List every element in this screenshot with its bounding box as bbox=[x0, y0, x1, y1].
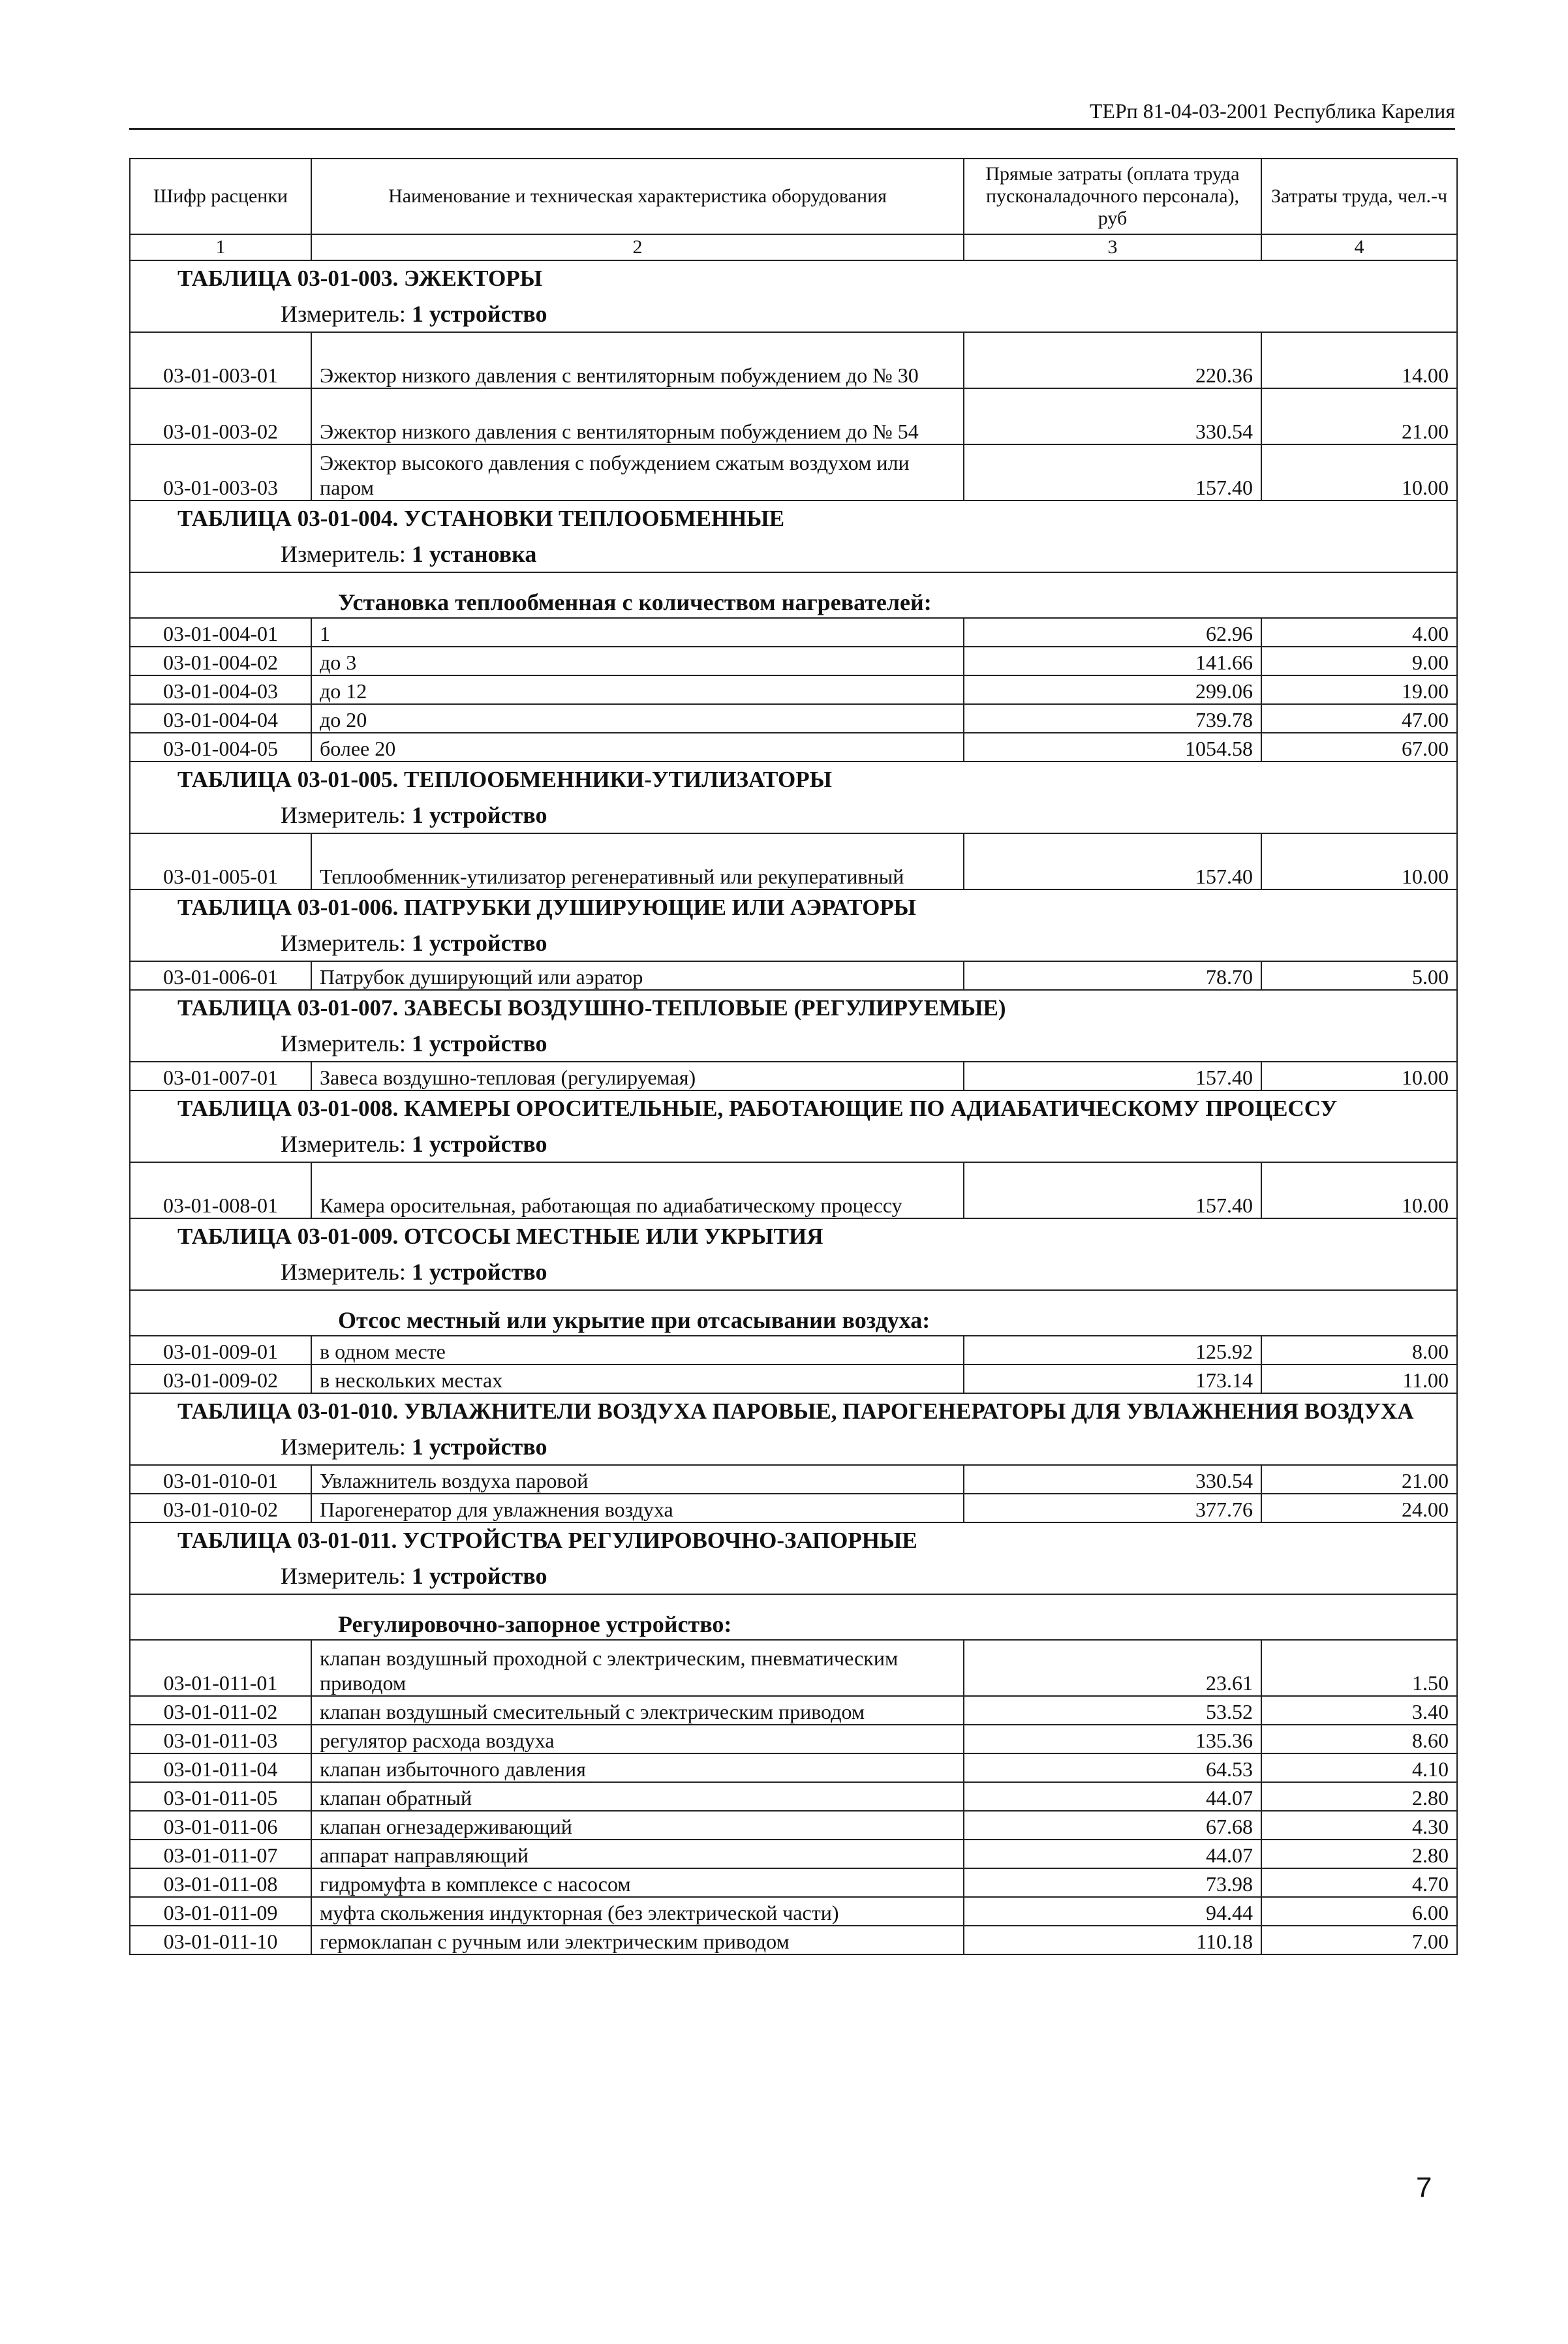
rate-code: 03-01-011-08 bbox=[130, 1868, 311, 1897]
measure-cell bbox=[130, 296, 1457, 332]
equipment-name: Эжектор низкого давления с вентиляторным побуждением до № 54 bbox=[311, 388, 964, 444]
direct-costs: 62.96 bbox=[964, 618, 1261, 647]
labor-costs: 8.60 bbox=[1261, 1725, 1457, 1753]
col-number: 3 bbox=[964, 234, 1261, 260]
group-row bbox=[130, 1290, 1457, 1336]
table-row bbox=[130, 332, 1457, 388]
section-row bbox=[130, 1393, 1457, 1429]
section-title: ТАБЛИЦА 03-01-010. УВЛАЖНИТЕЛИ ВОЗДУХА ПАРОВЫЕ, ПАРОГЕНЕРАТОРЫ ДЛЯ УВЛАЖНЕНИЯ ВОЗДУХА bbox=[130, 1393, 1457, 1429]
equipment-name: муфта скольжения индукторная (без электрической части) bbox=[311, 1897, 964, 1926]
equipment-name: гидромуфта в комплексе с насосом bbox=[311, 1868, 964, 1897]
measure-row bbox=[130, 536, 1457, 572]
table-row bbox=[130, 1811, 1457, 1840]
labor-costs: 7.00 bbox=[1261, 1926, 1457, 1954]
measure-cell bbox=[130, 536, 1457, 572]
rate-code: 03-01-005-01 bbox=[130, 833, 311, 889]
labor-costs: 2.80 bbox=[1261, 1840, 1457, 1868]
rate-code: 03-01-004-03 bbox=[130, 675, 311, 704]
direct-costs: 220.36 bbox=[964, 332, 1261, 388]
section-row bbox=[130, 1218, 1457, 1254]
direct-costs: 125.92 bbox=[964, 1336, 1261, 1365]
section-title: ТАБЛИЦА 03-01-008. КАМЕРЫ ОРОСИТЕЛЬНЫЕ, РАБОТАЮЩИЕ ПО АДИАБАТИЧЕСКОМУ ПРОЦЕССУ bbox=[130, 1090, 1457, 1126]
direct-costs: 44.07 bbox=[964, 1782, 1261, 1811]
section-title: ТАБЛИЦА 03-01-005. ТЕПЛООБМЕННИКИ-УТИЛИЗАТОРЫ bbox=[130, 762, 1457, 797]
measure-label: Измеритель: bbox=[281, 1030, 412, 1056]
rate-code: 03-01-011-05 bbox=[130, 1782, 311, 1811]
col-header-labor: Затраты труда, чел.-ч bbox=[1261, 159, 1457, 234]
equipment-name: Теплообменник-утилизатор регенеративный или рекуперативный bbox=[311, 833, 964, 889]
equipment-name: Завеса воздушно-тепловая (регулируемая) bbox=[311, 1062, 964, 1090]
equipment-name: клапан избыточного давления bbox=[311, 1753, 964, 1782]
direct-costs: 299.06 bbox=[964, 675, 1261, 704]
direct-costs: 157.40 bbox=[964, 833, 1261, 889]
labor-costs: 2.80 bbox=[1261, 1782, 1457, 1811]
measure-cell bbox=[130, 925, 1457, 961]
measure-label: Измеритель: bbox=[281, 541, 412, 567]
rate-code: 03-01-003-03 bbox=[130, 444, 311, 501]
labor-costs: 1.50 bbox=[1261, 1640, 1457, 1696]
table-row bbox=[130, 704, 1457, 733]
measure-unit: 1 устройство bbox=[411, 1030, 547, 1056]
rate-code: 03-01-006-01 bbox=[130, 961, 311, 990]
col-header-direct-costs: Прямые затраты (оплата труда пусконаладочного персонала), руб bbox=[964, 159, 1261, 234]
direct-costs: 739.78 bbox=[964, 704, 1261, 733]
table-row bbox=[130, 1640, 1457, 1696]
equipment-name: до 20 bbox=[311, 704, 964, 733]
labor-costs: 3.40 bbox=[1261, 1696, 1457, 1725]
labor-costs: 11.00 bbox=[1261, 1365, 1457, 1393]
measure-label: Измеритель: bbox=[281, 1259, 412, 1285]
measure-cell bbox=[130, 1558, 1457, 1594]
measure-unit: 1 устройство bbox=[411, 1434, 547, 1460]
direct-costs: 67.68 bbox=[964, 1811, 1261, 1840]
equipment-name: гермоклапан с ручным или электрическим приводом bbox=[311, 1926, 964, 1954]
measure-unit: 1 устройство bbox=[411, 930, 547, 956]
equipment-name: Парогенератор для увлажнения воздуха bbox=[311, 1494, 964, 1522]
col-header-code: Шифр расценки bbox=[130, 159, 311, 234]
group-title: Регулировочно-запорное устройство: bbox=[130, 1594, 1457, 1640]
section-row bbox=[130, 260, 1457, 296]
rate-code: 03-01-010-02 bbox=[130, 1494, 311, 1522]
table-row bbox=[130, 1897, 1457, 1926]
measure-label: Измеритель: bbox=[281, 1131, 412, 1157]
equipment-name: регулятор расхода воздуха bbox=[311, 1725, 964, 1753]
table-body bbox=[130, 260, 1457, 1954]
rate-code: 03-01-003-01 bbox=[130, 332, 311, 388]
table-row bbox=[130, 1868, 1457, 1897]
equipment-name: Патрубок душирующий или аэратор bbox=[311, 961, 964, 990]
measure-unit: 1 устройство bbox=[411, 1259, 547, 1285]
col-number: 2 bbox=[311, 234, 964, 260]
section-title: ТАБЛИЦА 03-01-009. ОТСОСЫ МЕСТНЫЕ ИЛИ УКРЫТИЯ bbox=[130, 1218, 1457, 1254]
direct-costs: 157.40 bbox=[964, 1062, 1261, 1090]
measure-row bbox=[130, 1026, 1457, 1062]
rate-code: 03-01-009-02 bbox=[130, 1365, 311, 1393]
direct-costs: 64.53 bbox=[964, 1753, 1261, 1782]
labor-costs: 10.00 bbox=[1261, 1062, 1457, 1090]
equipment-name: до 12 bbox=[311, 675, 964, 704]
direct-costs: 78.70 bbox=[964, 961, 1261, 990]
labor-costs: 4.70 bbox=[1261, 1868, 1457, 1897]
direct-costs: 135.36 bbox=[964, 1725, 1261, 1753]
equipment-name: клапан огнезадерживающий bbox=[311, 1811, 964, 1840]
section-row bbox=[130, 1522, 1457, 1558]
labor-costs: 5.00 bbox=[1261, 961, 1457, 990]
labor-costs: 21.00 bbox=[1261, 388, 1457, 444]
section-row bbox=[130, 1090, 1457, 1126]
table-row bbox=[130, 1494, 1457, 1522]
measure-label: Измеритель: bbox=[281, 1563, 412, 1589]
table-row bbox=[130, 1365, 1457, 1393]
equipment-name: в нескольких местах bbox=[311, 1365, 964, 1393]
direct-costs: 157.40 bbox=[964, 1162, 1261, 1218]
table-row bbox=[130, 833, 1457, 889]
rate-code: 03-01-008-01 bbox=[130, 1162, 311, 1218]
rate-code: 03-01-011-06 bbox=[130, 1811, 311, 1840]
measure-cell bbox=[130, 1429, 1457, 1465]
labor-costs: 8.00 bbox=[1261, 1336, 1457, 1365]
section-title: ТАБЛИЦА 03-01-004. УСТАНОВКИ ТЕПЛООБМЕННЫЕ bbox=[130, 501, 1457, 536]
table-row bbox=[130, 1062, 1457, 1090]
section-row bbox=[130, 762, 1457, 797]
rate-code: 03-01-011-07 bbox=[130, 1840, 311, 1868]
table-row bbox=[130, 1753, 1457, 1782]
measure-label: Измеритель: bbox=[281, 802, 412, 828]
measure-cell bbox=[130, 1126, 1457, 1162]
table-row bbox=[130, 1782, 1457, 1811]
direct-costs: 94.44 bbox=[964, 1897, 1261, 1926]
measure-label: Измеритель: bbox=[281, 1434, 412, 1460]
rate-code: 03-01-011-02 bbox=[130, 1696, 311, 1725]
labor-costs: 10.00 bbox=[1261, 1162, 1457, 1218]
table-row bbox=[130, 1725, 1457, 1753]
labor-costs: 67.00 bbox=[1261, 733, 1457, 762]
direct-costs: 377.76 bbox=[964, 1494, 1261, 1522]
rate-code: 03-01-004-01 bbox=[130, 618, 311, 647]
table-row bbox=[130, 1926, 1457, 1954]
rate-code: 03-01-004-02 bbox=[130, 647, 311, 675]
rate-code: 03-01-010-01 bbox=[130, 1465, 311, 1494]
col-header-name: Наименование и техническая характеристика оборудования bbox=[311, 159, 964, 234]
rate-code: 03-01-011-04 bbox=[130, 1753, 311, 1782]
col-number: 1 bbox=[130, 234, 311, 260]
section-row bbox=[130, 501, 1457, 536]
table-row bbox=[130, 675, 1457, 704]
table-row bbox=[130, 444, 1457, 501]
direct-costs: 173.14 bbox=[964, 1365, 1261, 1393]
equipment-name: Эжектор высокого давления с побуждением сжатым воздухом или паром bbox=[311, 444, 964, 501]
section-title: ТАБЛИЦА 03-01-003. ЭЖЕКТОРЫ bbox=[130, 260, 1457, 296]
direct-costs: 110.18 bbox=[964, 1926, 1261, 1954]
direct-costs: 330.54 bbox=[964, 1465, 1261, 1494]
table-row bbox=[130, 1696, 1457, 1725]
group-title: Отсос местный или укрытие при отсасывании воздуха: bbox=[130, 1290, 1457, 1336]
table-row bbox=[130, 1162, 1457, 1218]
labor-costs: 24.00 bbox=[1261, 1494, 1457, 1522]
measure-cell bbox=[130, 797, 1457, 833]
section-title: ТАБЛИЦА 03-01-007. ЗАВЕСЫ ВОЗДУШНО-ТЕПЛОВЫЕ (РЕГУЛИРУЕМЫЕ) bbox=[130, 990, 1457, 1026]
table-row bbox=[130, 647, 1457, 675]
measure-row bbox=[130, 1254, 1457, 1290]
direct-costs: 44.07 bbox=[964, 1840, 1261, 1868]
section-title: ТАБЛИЦА 03-01-011. УСТРОЙСТВА РЕГУЛИРОВОЧНО-ЗАПОРНЫЕ bbox=[130, 1522, 1457, 1558]
equipment-name: Эжектор низкого давления с вентиляторным побуждением до № 30 bbox=[311, 332, 964, 388]
measure-row bbox=[130, 925, 1457, 961]
rate-code: 03-01-004-05 bbox=[130, 733, 311, 762]
table-row bbox=[130, 388, 1457, 444]
table-row bbox=[130, 1336, 1457, 1365]
measure-unit: 1 устройство bbox=[411, 1131, 547, 1157]
labor-costs: 21.00 bbox=[1261, 1465, 1457, 1494]
table-row bbox=[130, 1465, 1457, 1494]
equipment-name: Камера оросительная, работающая по адиабатическому процессу bbox=[311, 1162, 964, 1218]
equipment-name: клапан воздушный смесительный с электрическим приводом bbox=[311, 1696, 964, 1725]
labor-costs: 4.00 bbox=[1261, 618, 1457, 647]
table-row bbox=[130, 961, 1457, 990]
page-number: 7 bbox=[1416, 2172, 1432, 2204]
page-header: ТЕРп 81-04-03-2001 Республика Карелия bbox=[129, 98, 1455, 130]
labor-costs: 4.30 bbox=[1261, 1811, 1457, 1840]
rate-code: 03-01-011-10 bbox=[130, 1926, 311, 1954]
direct-costs: 1054.58 bbox=[964, 733, 1261, 762]
equipment-name: в одном месте bbox=[311, 1336, 964, 1365]
section-title: ТАБЛИЦА 03-01-006. ПАТРУБКИ ДУШИРУЮЩИЕ ИЛИ АЭРАТОРЫ bbox=[130, 889, 1457, 925]
direct-costs: 330.54 bbox=[964, 388, 1261, 444]
table-row bbox=[130, 618, 1457, 647]
direct-costs: 73.98 bbox=[964, 1868, 1261, 1897]
measure-label: Измеритель: bbox=[281, 301, 412, 327]
equipment-name: 1 bbox=[311, 618, 964, 647]
measure-row bbox=[130, 296, 1457, 332]
measure-unit: 1 установка bbox=[411, 541, 537, 567]
rate-code: 03-01-004-04 bbox=[130, 704, 311, 733]
labor-costs: 10.00 bbox=[1261, 833, 1457, 889]
measure-cell bbox=[130, 1026, 1457, 1062]
measure-unit: 1 устройство bbox=[411, 802, 547, 828]
measure-row bbox=[130, 1429, 1457, 1465]
direct-costs: 141.66 bbox=[964, 647, 1261, 675]
measure-row bbox=[130, 1558, 1457, 1594]
equipment-name: более 20 bbox=[311, 733, 964, 762]
measure-unit: 1 устройство bbox=[411, 301, 547, 327]
labor-costs: 47.00 bbox=[1261, 704, 1457, 733]
equipment-name: клапан обратный bbox=[311, 1782, 964, 1811]
direct-costs: 157.40 bbox=[964, 444, 1261, 501]
measure-row bbox=[130, 1126, 1457, 1162]
equipment-name: до 3 bbox=[311, 647, 964, 675]
rate-code: 03-01-011-09 bbox=[130, 1897, 311, 1926]
section-row bbox=[130, 990, 1457, 1026]
equipment-name: Увлажнитель воздуха паровой bbox=[311, 1465, 964, 1494]
labor-costs: 19.00 bbox=[1261, 675, 1457, 704]
table-row bbox=[130, 733, 1457, 762]
group-row bbox=[130, 1594, 1457, 1640]
equipment-name: клапан воздушный проходной с электрическим, пневматическим приводом bbox=[311, 1640, 964, 1696]
rates-table bbox=[129, 158, 1458, 1955]
rate-code: 03-01-003-02 bbox=[130, 388, 311, 444]
rate-code: 03-01-009-01 bbox=[130, 1336, 311, 1365]
section-row bbox=[130, 889, 1457, 925]
measure-unit: 1 устройство bbox=[411, 1563, 547, 1589]
group-row bbox=[130, 572, 1457, 618]
rate-code: 03-01-011-03 bbox=[130, 1725, 311, 1753]
table-row bbox=[130, 1840, 1457, 1868]
equipment-name: аппарат направляющий bbox=[311, 1840, 964, 1868]
direct-costs: 23.61 bbox=[964, 1640, 1261, 1696]
direct-costs: 53.52 bbox=[964, 1696, 1261, 1725]
labor-costs: 10.00 bbox=[1261, 444, 1457, 501]
labor-costs: 14.00 bbox=[1261, 332, 1457, 388]
measure-cell bbox=[130, 1254, 1457, 1290]
measure-label: Измеритель: bbox=[281, 930, 412, 956]
rate-code: 03-01-007-01 bbox=[130, 1062, 311, 1090]
labor-costs: 4.10 bbox=[1261, 1753, 1457, 1782]
col-number: 4 bbox=[1261, 234, 1457, 260]
rate-code: 03-01-011-01 bbox=[130, 1640, 311, 1696]
labor-costs: 6.00 bbox=[1261, 1897, 1457, 1926]
labor-costs: 9.00 bbox=[1261, 647, 1457, 675]
group-title: Установка теплообменная с количеством нагревателей: bbox=[130, 572, 1457, 618]
measure-row bbox=[130, 797, 1457, 833]
